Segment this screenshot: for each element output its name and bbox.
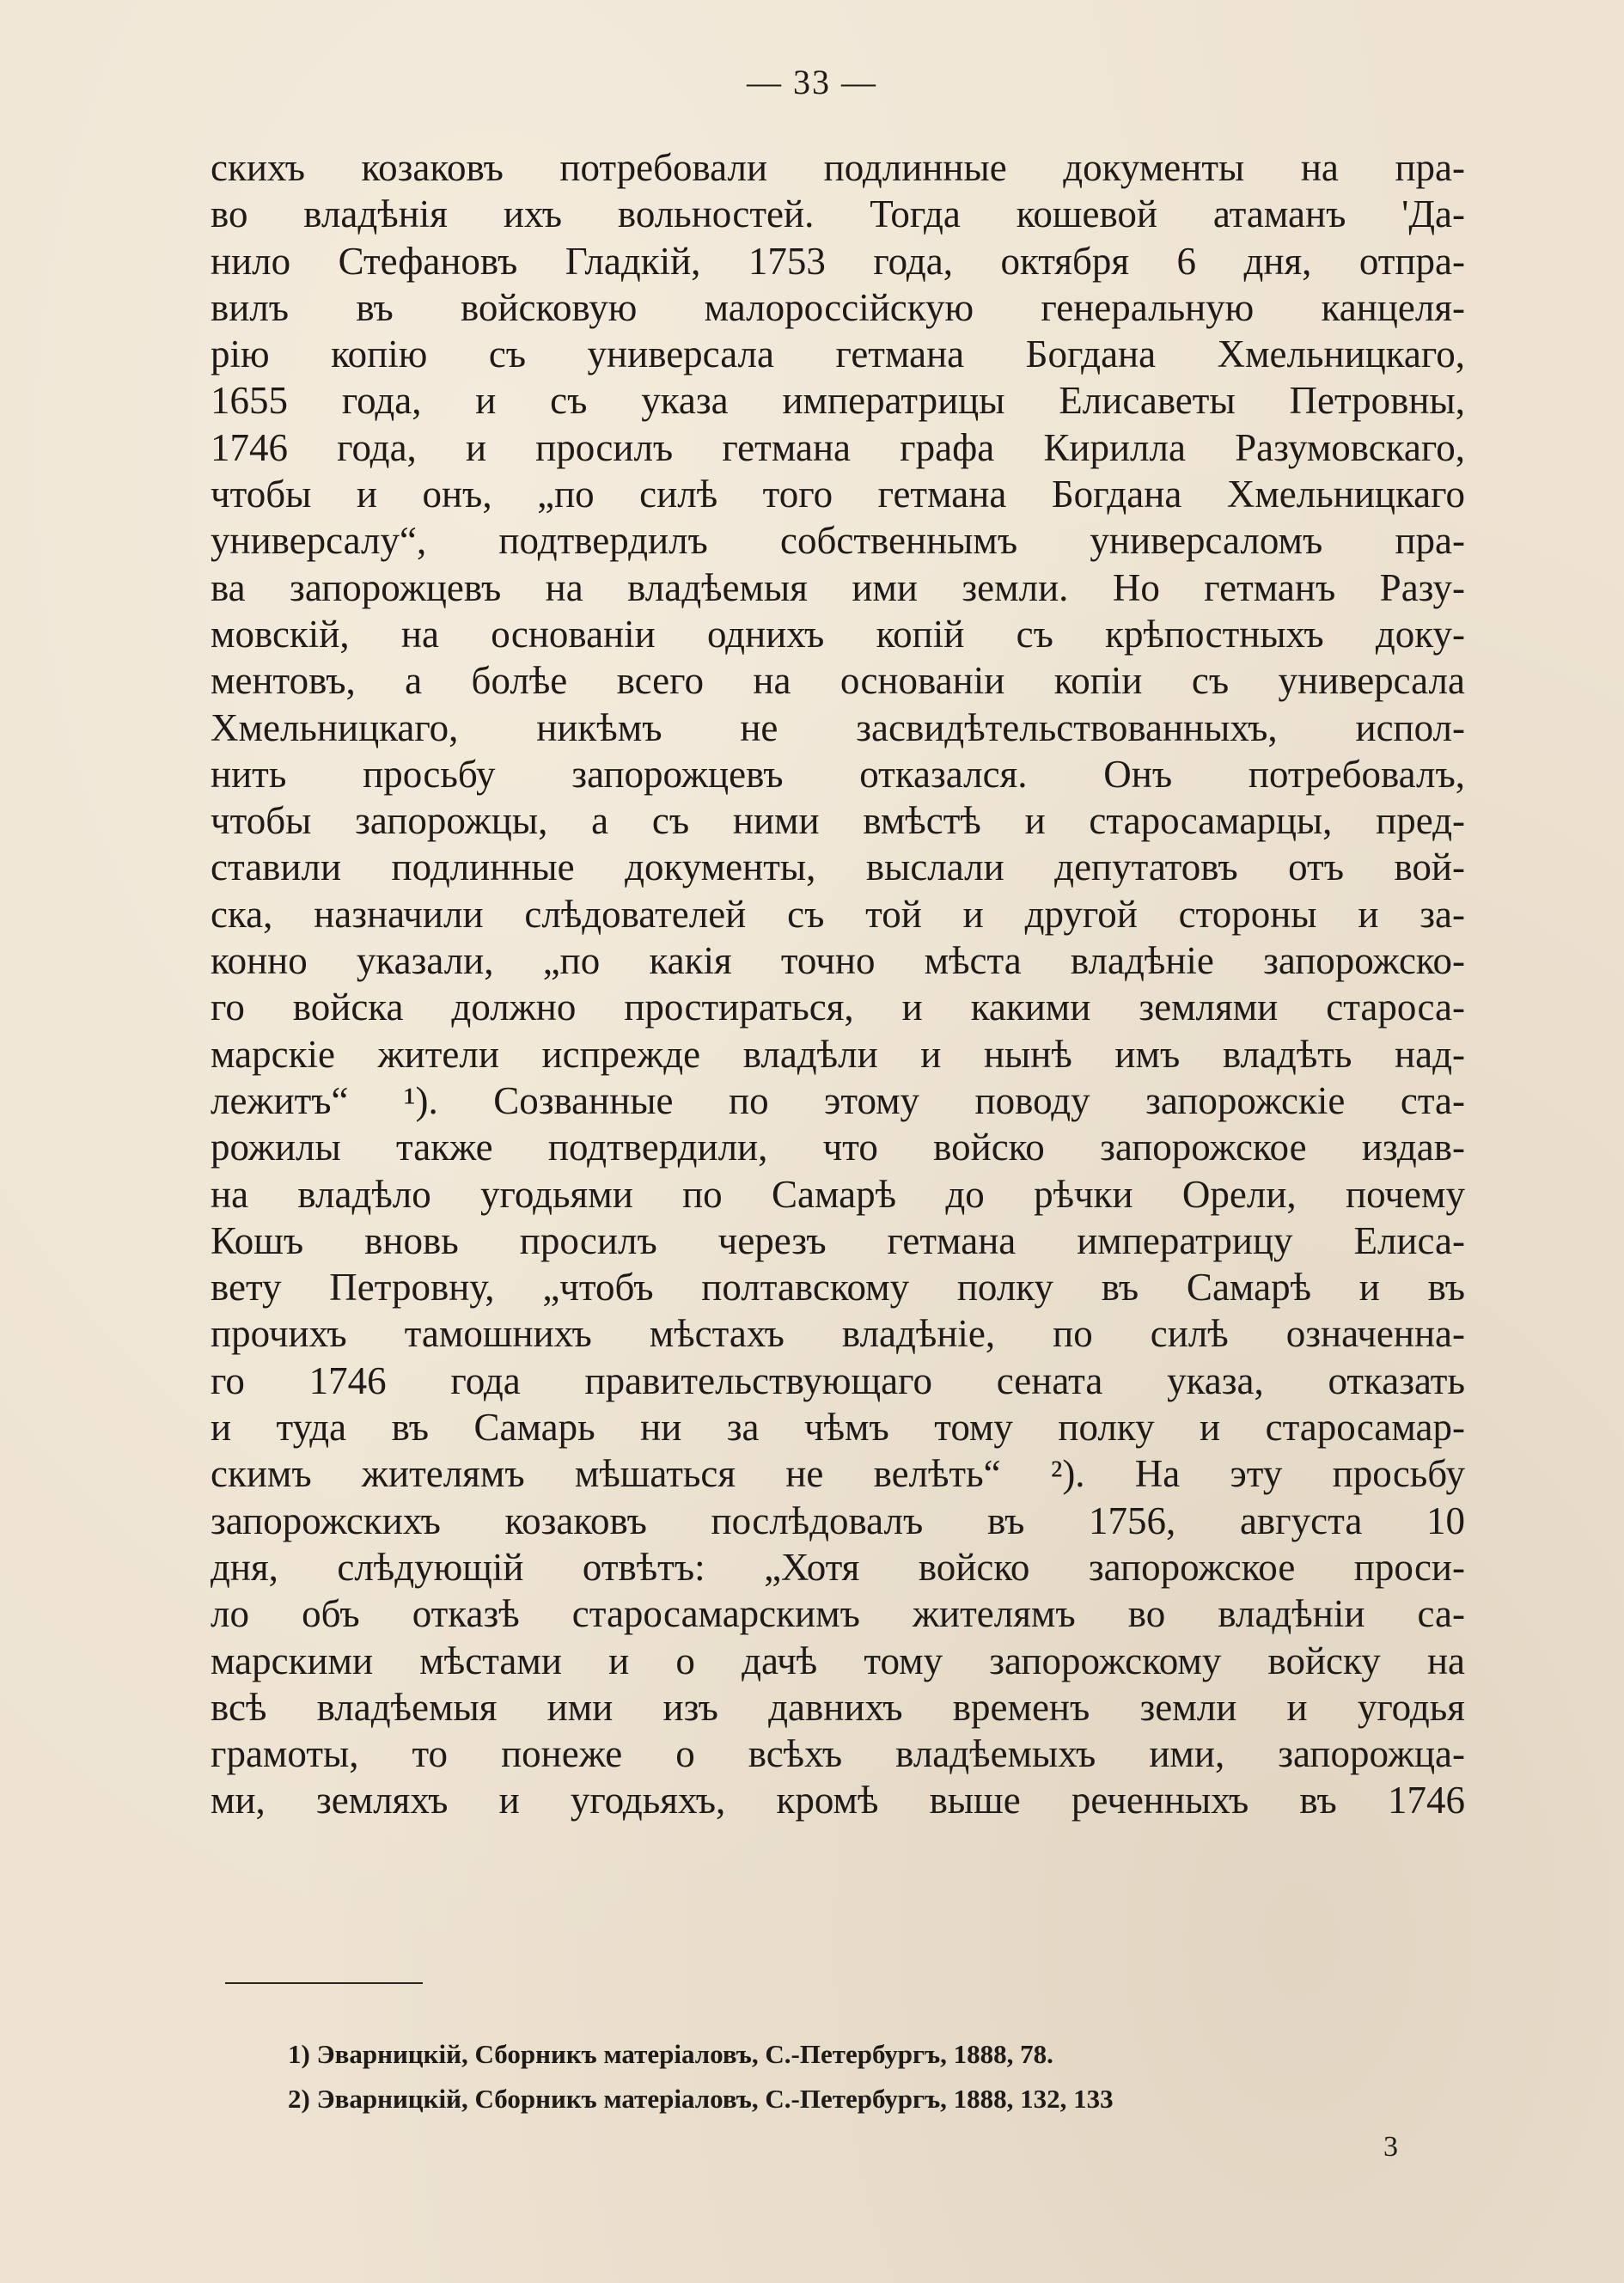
text-line: ска, назначили слѣдователей съ той и другой стороны и за- [211,892,1465,936]
text-line: скимъ жителямъ мѣшаться не велѣть“ ²). На эту просьбу [211,1452,1465,1496]
footnotes [288,2032,1405,2121]
footnote: 1) Эварницкій, Сборникъ матеріаловъ, С.-Петербургъ, 1888, 78. [288,2039,1053,2069]
text-line: на владѣло угодьями по Самарѣ до рѣчки Орели, почему [211,1172,1465,1216]
text-line: Кошъ вновь просилъ черезъ гетмана императрицу Елиса- [211,1218,1465,1262]
signature-mark: 3 [1383,2131,1398,2163]
text-line: ва запорожцевъ на владѣемыя ими земли. Но гетманъ Разу- [211,565,1465,609]
body-text [211,144,1465,1824]
text-line: 1746 года, и просилъ гетмана графа Кирилла Разумовскаго, [211,425,1465,469]
text-line: нило Стефановъ Гладкій, 1753 года, октября 6 дня, отпра- [211,239,1465,283]
text-line: лежитъ“ ¹). Созванные по этому поводу запорожскіе ста- [211,1078,1465,1122]
text-line: всѣ владѣемыя ими изъ давнихъ временъ земли и угодья [211,1685,1465,1729]
text-line: ми, земляхъ и угодьяхъ, кромѣ выше реченныхъ въ 1746 [211,1779,1465,1822]
text-line: и туда въ Самарь ни за чѣмъ тому полку и старосамар- [211,1406,1465,1450]
text-line: дня, слѣдующій отвѣтъ: „Хотя войско запорожское проси- [211,1545,1465,1589]
text-line: запорожскихъ козаковъ послѣдовалъ въ 1756, августа 10 [211,1499,1465,1542]
text-line: грамоты, то понеже о всѣхъ владѣемыхъ ими, запорожца- [211,1732,1465,1776]
page-number: — 33 — [747,63,877,101]
text-line: универсалу“, подтвердилъ собственнымъ универсаломъ пра- [211,519,1465,563]
text-line: нить просьбу запорожцевъ отказался. Онъ потребовалъ, [211,752,1465,796]
text-line: вету Петровну, „чтобъ полтавскому полку въ Самарѣ и въ [211,1266,1465,1309]
text-line: 1655 года, и съ указа императрицы Елисаветы Петровны, [211,379,1465,423]
text-line: скихъ козаковъ потребовали подлинные документы на пра- [211,146,1465,189]
text-line: го 1746 года правительствующаго сената указа, отказать [211,1358,1465,1402]
text-line: прочихъ тамошнихъ мѣстахъ владѣніе, по силѣ означенна- [211,1312,1465,1356]
text-line: го войска должно простираться, и какими землями староса- [211,986,1465,1029]
text-line: мовскій, на основаніи однихъ копій съ крѣпостныхъ доку- [211,612,1465,656]
text-line: марскими мѣстами и о дачѣ тому запорожскому войску на [211,1639,1465,1682]
text-line: чтобы запорожцы, а съ ними вмѣстѣ и старосамарцы, пред- [211,799,1465,843]
text-line: чтобы и онъ, „по силѣ того гетмана Богдана Хмельницкаго [211,473,1465,516]
footnote: 2) Эварницкій, Сборникъ матеріаловъ, С.-Петербургъ, 1888, 132, 133 [288,2084,1114,2114]
text-line: Хмельницкаго, никѣмъ не засвидѣтельствованныхъ, испол- [211,705,1465,749]
text-line: ло объ отказѣ старосамарскимъ жителямъ во владѣніи са- [211,1592,1465,1636]
text-line: конно указали, „по какія точно мѣста владѣніе запорожско- [211,939,1465,983]
text-line: вилъ въ войсковую малороссійскую генеральную канцеля- [211,285,1465,329]
text-line: рію копію съ универсала гетмана Богдана Хмельницкаго, [211,333,1465,376]
footnote-separator [225,1982,423,1984]
text-line: рожилы также подтвердили, что войско запорожское издав- [211,1126,1465,1169]
text-line: ставили подлинные документы, выслали депутатовъ отъ вой- [211,845,1465,889]
text-line: марскіе жители испрежде владѣли и нынѣ имъ владѣть над- [211,1032,1465,1076]
text-line: ментовъ, а болѣе всего на основаніи копіи съ универсала [211,659,1465,703]
text-line: во владѣнія ихъ вольностей. Тогда кошевой атаманъ 'Да- [211,192,1465,236]
